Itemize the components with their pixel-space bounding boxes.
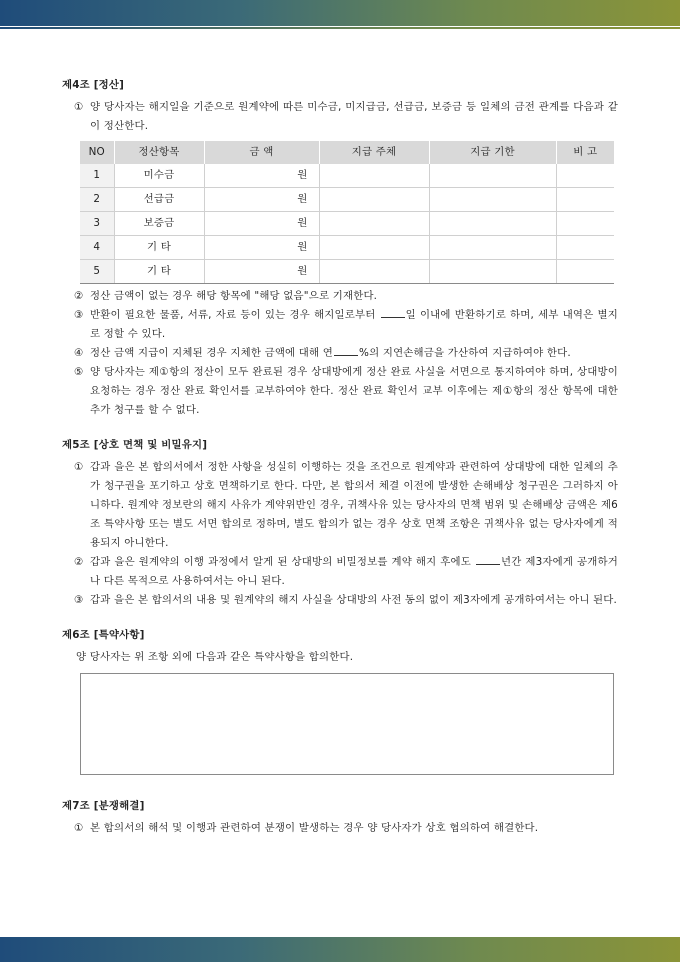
header-payer: 지급 주체 <box>319 141 429 164</box>
clause-number: ③ <box>74 309 84 321</box>
header-item: 정산항목 <box>114 141 204 164</box>
clause-text-b: %의 지연손해금을 가산하여 지급하여야 한다. <box>359 347 571 359</box>
article-6 <box>62 626 618 775</box>
years-blank[interactable] <box>476 554 500 565</box>
clause-text: 양 당사자는 해지일을 기준으로 원계약에 따른 미수금, 미지급금, 선급금, 보증금 등 일체의 금전 관계를 다음과 같이 정산한다. <box>90 101 618 132</box>
cell-no: 5 <box>80 260 114 284</box>
article-5-clause-3 <box>62 591 618 610</box>
cell-amount[interactable]: 원 <box>204 236 319 260</box>
clause-number: ② <box>74 556 84 568</box>
clause-text: 본 합의서의 해석 및 이행과 관련하여 분쟁이 발생하는 경우 양 당사자가 상호 협의하여 해결한다. <box>90 822 539 834</box>
article-6-title: 제6조 [특약사항] <box>62 629 145 641</box>
cell-amount[interactable]: 원 <box>204 260 319 284</box>
cell-payer[interactable] <box>319 164 429 188</box>
article-7-title: 제7조 [분쟁해결] <box>62 800 145 812</box>
cell-note[interactable] <box>556 212 614 236</box>
table-header-row <box>80 141 614 164</box>
cell-item: 기 타 <box>114 236 204 260</box>
cell-note[interactable] <box>556 236 614 260</box>
clause-text: 양 당사자는 제①항의 정산이 모두 완료된 경우 상대방에게 정산 완료 사실을 서면으로 통지하여야 하며, 상대방이 요청하는 경우 정산 완료 확인서를 교부하여야 한다. 정산 완료 확인서 교부 이후에는 제①항의 정산 항목에 대한 추가 청구를 할 수 없다. <box>90 366 618 416</box>
clause-number: ① <box>74 461 84 473</box>
rate-blank[interactable] <box>334 345 358 356</box>
article-7-clause-1 <box>62 819 618 838</box>
table-row <box>80 260 614 284</box>
clause-number: ⑤ <box>74 366 84 378</box>
cell-amount[interactable]: 원 <box>204 188 319 212</box>
cell-due[interactable] <box>429 212 556 236</box>
settlement-table <box>80 141 614 284</box>
cell-note[interactable] <box>556 164 614 188</box>
table-row <box>80 236 614 260</box>
clause-text-a: 반환이 필요한 물품, 서류, 자료 등이 있는 경우 해지일로부터 <box>90 309 376 321</box>
clause-text-b: 년간 제3자에게 공개하거나 다른 목적으로 사용하여서는 아니 된다. <box>90 556 618 587</box>
article-7 <box>62 797 618 838</box>
article-4-clause-5 <box>62 363 618 420</box>
article-5 <box>62 436 618 610</box>
header-note: 비 고 <box>556 141 614 164</box>
clause-number: ① <box>74 822 84 834</box>
article-4-clause-1 <box>62 98 618 136</box>
special-terms-box[interactable] <box>80 673 614 775</box>
header-amount: 금 액 <box>204 141 319 164</box>
table-row <box>80 164 614 188</box>
clause-text: 정산 금액이 없는 경우 해당 항목에 "해당 없음"으로 기재한다. <box>90 290 378 302</box>
cell-item: 미수금 <box>114 164 204 188</box>
cell-amount[interactable]: 원 <box>204 212 319 236</box>
clause-number: ① <box>74 101 84 113</box>
clause-text-a: 정산 금액 지급이 지체된 경우 지체한 금액에 대해 연 <box>90 347 334 359</box>
clause-number: ③ <box>74 594 84 606</box>
cell-due[interactable] <box>429 164 556 188</box>
footer-band <box>0 937 680 962</box>
document-body <box>62 76 618 854</box>
cell-note[interactable] <box>556 188 614 212</box>
cell-payer[interactable] <box>319 212 429 236</box>
table-row <box>80 212 614 236</box>
article-4-title: 제4조 [정산] <box>62 79 125 91</box>
article-4-clause-2 <box>62 287 618 306</box>
cell-note[interactable] <box>556 260 614 284</box>
cell-no: 4 <box>80 236 114 260</box>
header-rule <box>0 27 680 29</box>
cell-no: 3 <box>80 212 114 236</box>
header-no: NO <box>80 141 114 164</box>
article-5-clause-1 <box>62 458 618 553</box>
cell-payer[interactable] <box>319 260 429 284</box>
clause-number: ② <box>74 290 84 302</box>
article-5-clause-2 <box>62 553 618 591</box>
cell-payer[interactable] <box>319 236 429 260</box>
days-blank[interactable] <box>381 307 405 318</box>
cell-no: 1 <box>80 164 114 188</box>
article-4 <box>62 76 618 420</box>
cell-item: 기 타 <box>114 260 204 284</box>
cell-item: 선급금 <box>114 188 204 212</box>
cell-payer[interactable] <box>319 188 429 212</box>
clause-text-a: 갑과 을은 원계약의 이행 과정에서 알게 된 상대방의 비밀정보를 계약 해지 후에도 <box>90 556 472 568</box>
header-band <box>0 0 680 26</box>
article-4-clause-4 <box>62 344 618 363</box>
clause-text: 갑과 을은 본 합의서에서 정한 사항을 성실히 이행하는 것을 조건으로 원계약과 관련하여 상대방에 대한 일체의 추가 청구권을 포기하고 상호 면책하기로 한다. 다만, 본 합의서 체결 이전에 발생한 손해배상 청구권은 그러하지 아니하다. 원계약 정보란의 해지 사유가 계약위반인 경우, 귀책사유 있는 당사자의 면책 범위 및 손해배상 금액은 제6조 특약사항 또는 별도 서면 합의로 정하며, 별도 합의가 없는 경우 상호 면책 조항은 귀책사유 없는 당사자에게 적용되지 아니한다. <box>90 461 618 549</box>
cell-due[interactable] <box>429 188 556 212</box>
clause-number: ④ <box>74 347 84 359</box>
cell-no: 2 <box>80 188 114 212</box>
clause-text-b: 일 이내에 반환하기로 하며, 세부 내역은 별지로 정할 수 있다. <box>90 309 618 340</box>
clause-text: 갑과 을은 본 합의서의 내용 및 원계약의 해지 사실을 상대방의 사전 동의 없이 제3자에게 공개하여서는 아니 된다. <box>90 594 618 606</box>
cell-amount[interactable]: 원 <box>204 164 319 188</box>
cell-due[interactable] <box>429 236 556 260</box>
article-5-title: 제5조 [상호 면책 및 비밀유지] <box>62 439 208 451</box>
cell-due[interactable] <box>429 260 556 284</box>
article-6-text: 양 당사자는 위 조항 외에 다음과 같은 특약사항을 합의한다. <box>76 651 354 663</box>
header-due: 지급 기한 <box>429 141 556 164</box>
table-row <box>80 188 614 212</box>
cell-item: 보증금 <box>114 212 204 236</box>
article-4-clause-3 <box>62 306 618 344</box>
